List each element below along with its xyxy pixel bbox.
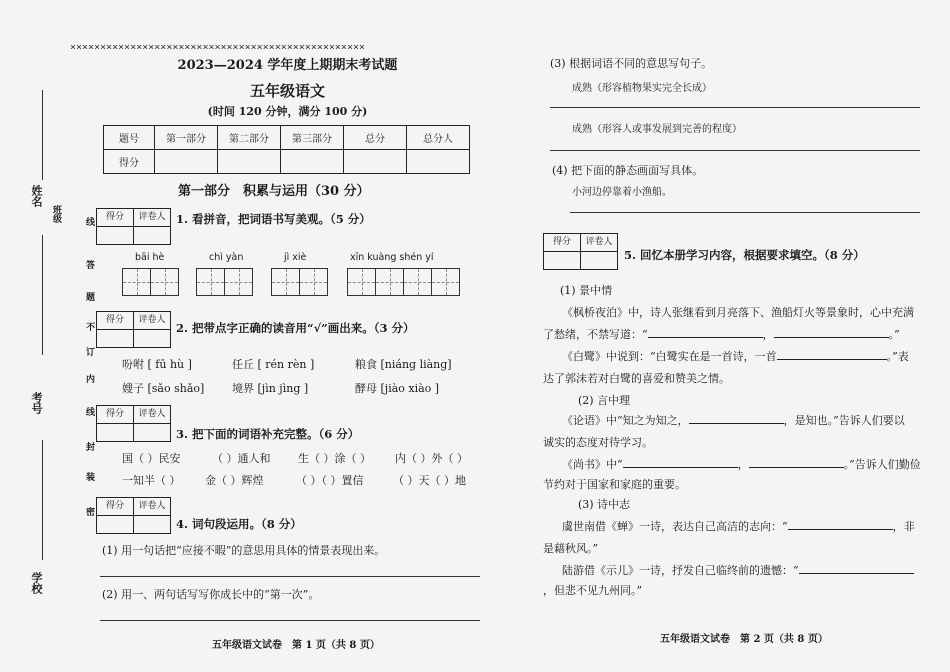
seal-char: 封 xyxy=(86,443,96,453)
q5-text: ，但悲不见九州同。” xyxy=(543,584,643,597)
grader-box xyxy=(543,233,618,270)
score-header: 总分 xyxy=(344,126,407,150)
pinyin-label: jì xiè xyxy=(284,252,307,263)
q5-text: 《尚书》中“ ， 。”告诉人们勤俭 xyxy=(562,458,921,471)
exam-no-line xyxy=(42,440,43,560)
score-header: 总分人 xyxy=(407,126,470,150)
seal-char: 装 xyxy=(86,473,96,483)
q4-4-title: (4) 把下面的静态画面写具体。 xyxy=(552,164,704,177)
grader-score-label: 得分 xyxy=(97,312,134,329)
answer-line[interactable] xyxy=(570,212,920,213)
seal-char: 线 xyxy=(86,218,96,228)
grader-box xyxy=(96,497,171,534)
q3-idiom: 生（ ）涂（ ） xyxy=(298,452,371,465)
q3-idiom: 一知半（ ） xyxy=(122,474,181,487)
grader-reviewer-label: 评卷人 xyxy=(138,501,166,511)
scene-text: 小河边停靠着小渔船。 xyxy=(572,187,672,198)
grader-score-label: 得分 xyxy=(544,234,581,251)
q4-sub1: (1) 用一句话把“应接不暇”的意思用具体的情景表现出来。 xyxy=(102,544,386,557)
score-row-label: 得分 xyxy=(104,150,155,174)
q5-text: 是藉秋风。” xyxy=(543,542,599,555)
seal-char: 不 xyxy=(86,323,96,333)
chengshu-2: 成熟（形容人或事发展到完善的程度） xyxy=(572,124,742,135)
q5-sub1: (1) 景中情 xyxy=(560,284,613,297)
q3-idiom: （ ）（ ）置信 xyxy=(296,474,364,487)
q4-sub2: (2) 用一、两句话写写你成长中的“第一次”。 xyxy=(102,588,320,601)
x-mark-column: ××××××××××××××××××××××××××××××××××××××××××××××××× xyxy=(70,42,366,53)
part-title: 第一部分 积累与运用（30 分） xyxy=(178,184,370,199)
q4-3-title: (3) 根据词语不同的意思写句子。 xyxy=(550,57,713,70)
grader-box xyxy=(96,405,171,442)
seal-char: 线 xyxy=(86,408,96,418)
q2-title: 2. 把带点字正确的读音用“√”画出来。（3 分） xyxy=(176,321,415,335)
q2-word: 酵母 [jiào xiào ] xyxy=(355,382,440,395)
score-cell xyxy=(407,150,470,174)
answer-line[interactable] xyxy=(100,620,480,621)
q2-word: 任丘 [ rén rèn ] xyxy=(232,358,315,371)
writing-grid[interactable] xyxy=(122,268,179,296)
name-label: 姓名 xyxy=(30,185,43,207)
q5-text: 虞世南借《蝉》一诗，表达自己高洁的志向：“ ，非 xyxy=(562,520,915,533)
name-line xyxy=(42,90,43,180)
q3-idiom: （ ）天（ ）地 xyxy=(393,474,466,487)
grader-box xyxy=(96,311,171,348)
score-cell xyxy=(155,150,218,174)
grader-score-label: 得分 xyxy=(97,498,134,515)
page2-footer: 五年级语文试卷 第 2 页（共 8 页） xyxy=(660,634,828,645)
q5-text: 了愁绪，不禁写道：“ ， 。” xyxy=(543,328,900,341)
q5-text: 《论语》中“知之为知之， ，是知也。”告诉人们要以 xyxy=(562,414,905,427)
score-cell xyxy=(218,150,281,174)
q5-text: 陆游借《示儿》一诗，抒发自己临终前的遗憾：“ xyxy=(562,562,914,578)
answer-line[interactable] xyxy=(550,150,920,151)
score-cell xyxy=(281,150,344,174)
exam-subject: 五年级语文 xyxy=(249,82,325,100)
q2-word: 境界 [jìn jìng ] xyxy=(232,382,309,395)
score-header: 第三部分 xyxy=(281,126,344,150)
pinyin-label: xīn kuàng shén yí xyxy=(350,252,434,263)
q5-sub3: (3) 诗中志 xyxy=(578,498,631,511)
score-header: 第二部分 xyxy=(218,126,281,150)
seal-char: 题 xyxy=(86,293,96,303)
score-header: 题号 xyxy=(104,126,155,150)
q5-title: 5. 回忆本册学习内容，根据要求填空。（8 分） xyxy=(624,248,865,262)
score-table xyxy=(103,125,470,174)
q1-title: 1. 看拼音，把词语书写美观。（5 分） xyxy=(176,212,371,226)
q5-text: 《枫桥夜泊》中，诗人张继看到月亮落下、渔船灯火等景象时，心中充满 xyxy=(562,306,914,319)
q5-text: 诚实的态度对待学习。 xyxy=(543,436,653,449)
grader-reviewer-label: 评卷人 xyxy=(138,409,166,419)
q2-word: 吩咐 [ fū hù ] xyxy=(122,358,192,371)
score-cell xyxy=(344,150,407,174)
seal-char: 答 xyxy=(86,261,96,271)
page1-footer: 五年级语文试卷 第 1 页（共 8 页） xyxy=(212,640,380,651)
exam-no-label: 考号 xyxy=(30,392,43,414)
score-header: 第一部分 xyxy=(155,126,218,150)
exam-title: 2023—2024 学年度上期期末考试题 xyxy=(177,58,398,73)
seal-char: 内 xyxy=(86,375,96,385)
pinyin-label: bāi hè xyxy=(135,252,165,263)
q5-text: 节约对于国家和家庭的重要。 xyxy=(543,478,686,491)
q5-text: 《白鹭》中说到：“白鹭实在是一首诗，一首 。”表 xyxy=(562,350,909,363)
seal-char: 密 xyxy=(86,508,96,518)
q4-title: 4. 词句段运用。（8 分） xyxy=(176,517,302,531)
time-note: (时间 120 分钟，满分 100 分) xyxy=(207,105,368,118)
q5-text: 达了郭沫若对白鹭的喜爱和赞美之情。 xyxy=(543,372,730,385)
chengshu-1: 成熟（形容植物果实完全长成） xyxy=(572,83,712,94)
grader-score-label: 得分 xyxy=(97,209,134,226)
school-label: 学校 xyxy=(30,572,43,594)
q5-sub2: (2) 言中理 xyxy=(578,394,631,407)
grader-reviewer-label: 评卷人 xyxy=(585,237,613,247)
pinyin-label: chì yàn xyxy=(209,252,244,263)
answer-line[interactable] xyxy=(550,107,920,108)
writing-grid[interactable] xyxy=(347,268,460,296)
q3-idiom: 国（ ）民安 xyxy=(122,452,181,465)
class-label: 班级 xyxy=(51,205,61,223)
answer-line[interactable] xyxy=(100,576,480,577)
q2-word: 嫂子 [sǎo shǎo] xyxy=(122,382,205,395)
q3-idiom: 内（ ）外（ ） xyxy=(395,452,468,465)
grader-reviewer-label: 评卷人 xyxy=(138,212,166,222)
grader-box xyxy=(96,208,171,245)
writing-grid[interactable] xyxy=(271,268,328,296)
q3-idiom: （ ）通人和 xyxy=(212,452,271,465)
grader-score-label: 得分 xyxy=(97,406,134,423)
writing-grid[interactable] xyxy=(196,268,253,296)
q2-word: 粮食 [niáng liàng] xyxy=(355,358,452,371)
q3-idiom: 金（ ）辉煌 xyxy=(205,474,264,487)
q3-title: 3. 把下面的词语补充完整。（6 分） xyxy=(176,427,360,441)
grader-reviewer-label: 评卷人 xyxy=(138,315,166,325)
seal-char: 订 xyxy=(86,348,96,358)
class-line xyxy=(42,235,43,355)
